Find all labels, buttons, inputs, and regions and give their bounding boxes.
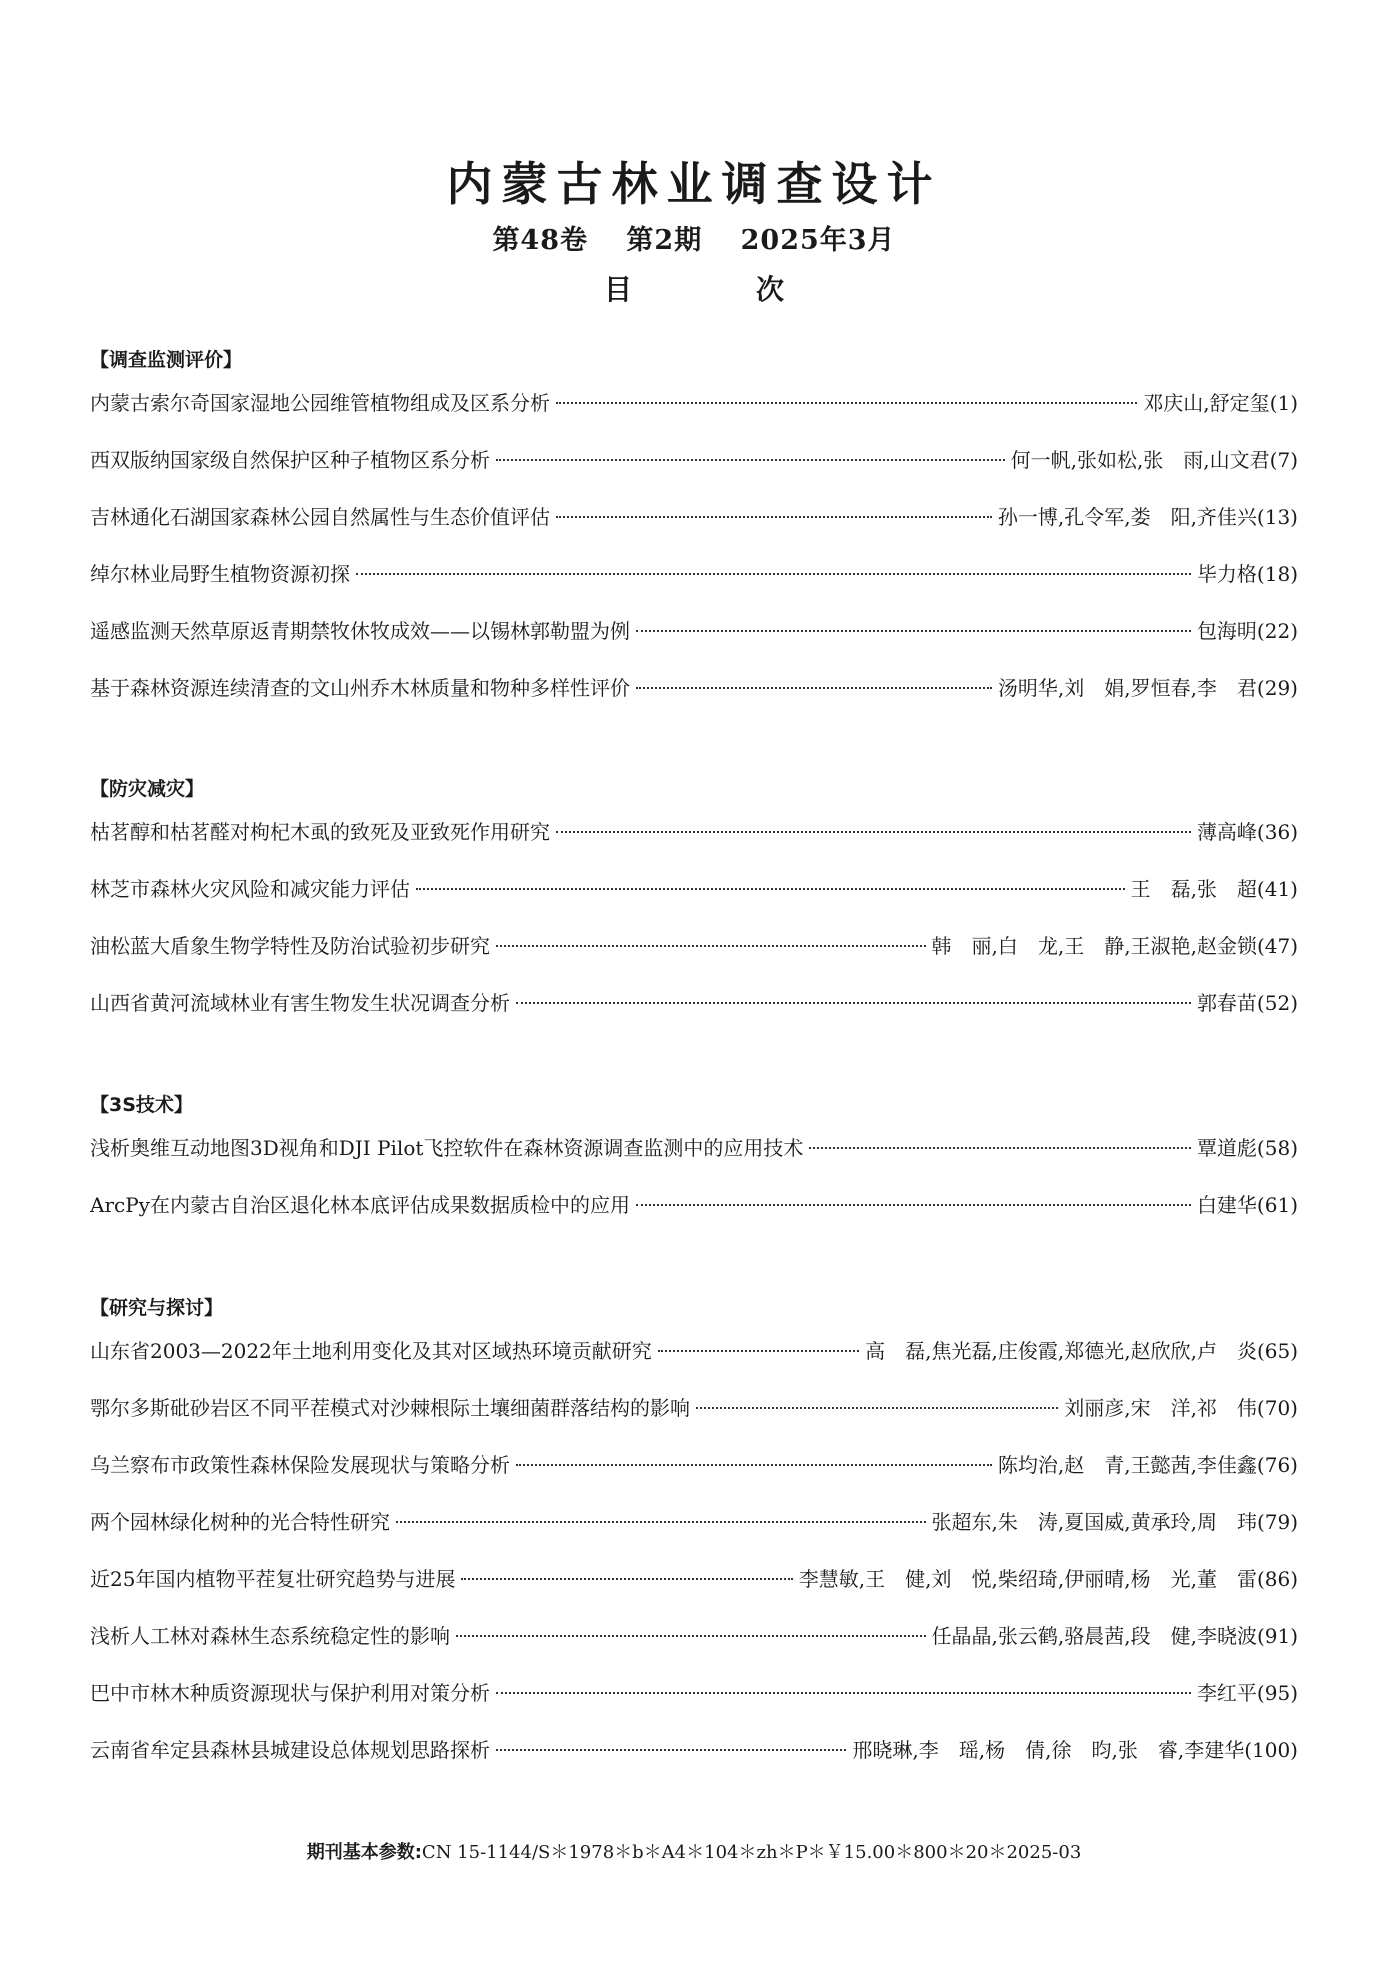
article-title: 云南省牟定县森林县城建设总体规划思路探析 bbox=[90, 1738, 490, 1762]
toc-entry[interactable] bbox=[90, 432, 1298, 489]
dot-leader bbox=[556, 402, 1137, 404]
article-title: 乌兰察布市政策性森林保险发展现状与策略分析 bbox=[90, 1453, 510, 1477]
parameters-label: 期刊基本参数: bbox=[306, 1842, 422, 1863]
section-research-discussion bbox=[90, 1293, 1298, 1779]
section-title: 【防灾减灾】 bbox=[90, 778, 205, 800]
article-authors: 郭春苗(52) bbox=[1196, 991, 1298, 1015]
article-authors: 高 磊,焦光磊,庄俊霞,郑德光,赵欣欣,卢 炎(65) bbox=[865, 1339, 1298, 1363]
parameters-value: CN 15-1144/S＊1978＊b＊A4＊104＊zh＊P＊￥15.00＊800＊20＊2025-03 bbox=[421, 1842, 1082, 1863]
toc-entry[interactable] bbox=[90, 1437, 1298, 1494]
dot-leader bbox=[416, 888, 1125, 890]
article-authors: 包海明(22) bbox=[1196, 619, 1298, 643]
article-authors: 覃道彪(58) bbox=[1196, 1136, 1298, 1160]
article-title: 西双版纳国家级自然保护区种子植物区系分析 bbox=[90, 448, 490, 472]
toc-entry[interactable] bbox=[90, 1380, 1298, 1437]
section-title: 【研究与探讨】 bbox=[90, 1297, 224, 1319]
article-title: 遥感监测天然草原返青期禁牧休牧成效——以锡林郭勒盟为例 bbox=[90, 619, 630, 643]
article-title: 两个园林绿化树种的光合特性研究 bbox=[90, 1510, 390, 1534]
dot-leader bbox=[456, 1635, 926, 1637]
dot-leader bbox=[556, 516, 992, 518]
dot-leader bbox=[356, 573, 1191, 575]
dot-leader bbox=[658, 1350, 859, 1352]
dot-leader bbox=[461, 1578, 792, 1580]
article-title: ArcPy在内蒙古自治区退化林本底评估成果数据质检中的应用 bbox=[90, 1193, 630, 1217]
journal-parameters bbox=[0, 1838, 1388, 1864]
issue-number: 第2期 bbox=[626, 225, 703, 256]
toc-entry[interactable] bbox=[90, 546, 1298, 603]
toc-entry[interactable] bbox=[90, 375, 1298, 432]
toc-entry[interactable] bbox=[90, 489, 1298, 546]
article-title: 绰尔林业局野生植物资源初探 bbox=[90, 562, 350, 586]
article-authors: 薄高峰(36) bbox=[1196, 820, 1298, 844]
dot-leader bbox=[396, 1521, 926, 1523]
toc-entry[interactable] bbox=[90, 975, 1298, 1032]
article-title: 山西省黄河流域林业有害生物发生状况调查分析 bbox=[90, 991, 510, 1015]
article-title: 林芝市森林火灾风险和减灾能力评估 bbox=[90, 877, 410, 901]
toc-entry[interactable] bbox=[90, 1665, 1298, 1722]
dot-leader bbox=[496, 1749, 846, 1751]
article-title: 鄂尔多斯砒砂岩区不同平茬模式对沙棘根际土壤细菌群落结构的影响 bbox=[90, 1396, 690, 1420]
article-authors: 白建华(61) bbox=[1196, 1193, 1298, 1217]
dot-leader bbox=[636, 630, 1191, 632]
dot-leader bbox=[636, 687, 992, 689]
toc-entry[interactable] bbox=[90, 1551, 1298, 1608]
article-authors: 李红平(95) bbox=[1196, 1681, 1298, 1705]
dot-leader bbox=[516, 1464, 992, 1466]
article-authors: 何一帆,张如松,张 雨,山文君(7) bbox=[1010, 448, 1298, 472]
dot-leader bbox=[516, 1002, 1191, 1004]
dot-leader bbox=[809, 1147, 1191, 1149]
toc-entry[interactable] bbox=[90, 1722, 1298, 1779]
dot-leader bbox=[696, 1407, 1058, 1409]
article-title: 浅析奥维互动地图3D视角和DJI Pilot飞控软件在森林资源调查监测中的应用技术 bbox=[90, 1136, 804, 1160]
toc-entry[interactable] bbox=[90, 1177, 1298, 1234]
toc-entry[interactable] bbox=[90, 1120, 1298, 1177]
article-authors: 毕力格(18) bbox=[1196, 562, 1298, 586]
dot-leader bbox=[496, 1692, 1191, 1694]
issue-date: 2025年3月 bbox=[740, 225, 896, 256]
toc-entry[interactable] bbox=[90, 918, 1298, 975]
article-authors: 邢晓琳,李 瑶,杨 倩,徐 昀,张 睿,李建华(100) bbox=[852, 1738, 1298, 1762]
article-title: 枯茗醇和枯茗醛对枸杞木虱的致死及亚致死作用研究 bbox=[90, 820, 550, 844]
article-authors: 孙一博,孔令军,娄 阳,齐佳兴(13) bbox=[997, 505, 1298, 529]
article-title: 浅析人工林对森林生态系统稳定性的影响 bbox=[90, 1624, 450, 1648]
toc-entry[interactable] bbox=[90, 1323, 1298, 1380]
article-title: 近25年国内植物平茬复壮研究趋势与进展 bbox=[90, 1567, 456, 1591]
article-authors: 任晶晶,张云鹤,骆晨茜,段 健,李晓波(91) bbox=[931, 1624, 1298, 1648]
issue-line bbox=[0, 218, 1388, 257]
dot-leader bbox=[496, 945, 926, 947]
section-title: 【3S技术】 bbox=[90, 1094, 193, 1116]
toc-entry[interactable] bbox=[90, 804, 1298, 861]
article-title: 内蒙古索尔奇国家湿地公园维管植物组成及区系分析 bbox=[90, 391, 550, 415]
article-authors: 刘丽彦,宋 洋,祁 伟(70) bbox=[1064, 1396, 1298, 1420]
toc-entry[interactable] bbox=[90, 603, 1298, 660]
dot-leader bbox=[636, 1204, 1191, 1206]
journal-title: 内蒙古林业调查设计 bbox=[446, 157, 942, 211]
toc-heading: 目 次 bbox=[603, 273, 832, 306]
toc-entry[interactable] bbox=[90, 861, 1298, 918]
article-title: 巴中市林木种质资源现状与保护利用对策分析 bbox=[90, 1681, 490, 1705]
section-disaster-prevention bbox=[90, 774, 1298, 1032]
toc-entry[interactable] bbox=[90, 1494, 1298, 1551]
article-authors: 王 磊,张 超(41) bbox=[1130, 877, 1298, 901]
article-authors: 汤明华,刘 娟,罗恒春,李 君(29) bbox=[997, 676, 1298, 700]
article-authors: 陈均治,赵 青,王懿茜,李佳鑫(76) bbox=[997, 1453, 1298, 1477]
issue-volume: 第48卷 bbox=[492, 225, 589, 256]
toc-entry[interactable] bbox=[90, 1608, 1298, 1665]
article-title: 山东省2003—2022年土地利用变化及其对区域热环境贡献研究 bbox=[90, 1339, 652, 1363]
dot-leader bbox=[496, 459, 1005, 461]
article-authors: 邓庆山,舒定玺(1) bbox=[1143, 391, 1298, 415]
article-title: 油松蓝大盾象生物学特性及防治试验初步研究 bbox=[90, 934, 490, 958]
section-3s-technology bbox=[90, 1090, 1298, 1234]
dot-leader bbox=[556, 831, 1191, 833]
article-title: 吉林通化石湖国家森林公园自然属性与生态价值评估 bbox=[90, 505, 550, 529]
toc-entry[interactable] bbox=[90, 660, 1298, 717]
article-authors: 韩 丽,白 龙,王 静,王淑艳,赵金锁(47) bbox=[931, 934, 1298, 958]
section-title: 【调查监测评价】 bbox=[90, 349, 243, 371]
article-title: 基于森林资源连续清查的文山州乔木林质量和物种多样性评价 bbox=[90, 676, 630, 700]
section-survey-monitoring bbox=[90, 345, 1298, 717]
article-authors: 李慧敏,王 健,刘 悦,柴绍琦,伊丽晴,杨 光,董 雷(86) bbox=[798, 1567, 1298, 1591]
article-authors: 张超东,朱 涛,夏国威,黄承玲,周 玮(79) bbox=[931, 1510, 1298, 1534]
